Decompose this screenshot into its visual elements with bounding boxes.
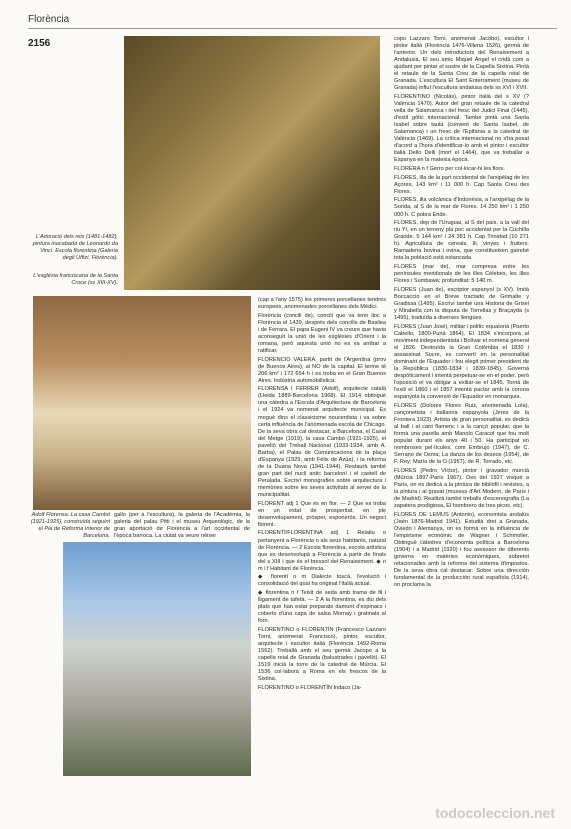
entry: copo Lazzaro Torni, anomenat Jacobo), escultor i pintor italià (Florència 1476-Villena 1526), germà de l'anterior. Un dels introductors del Renaixement a Andalusia. El seu amic Miquel Àngel el cridà com a ajudant per pintar el sostre de la Capella Sixtina. Pintà el retaule de la Santa Creu de la capella reial de Granada. L'escultura El Sant Enterrament (museu de Granada) influí l'escultura andalusa dels ss XVI i XVII. bbox=[394, 36, 529, 92]
caption-adoracio: L'Adoració dels reis (1481-1482), pintura inacabada de Leonardo da Vinci. Escola florentina (Galeria degli Uffizi, Florència). bbox=[32, 234, 118, 261]
caption-cambo: Adolf Florensa. La casa Cambó (1921-1925), construïda seguint el Pla de Reforma Interior de Barcelona. bbox=[30, 512, 110, 539]
entry: FLORENT adj 1 Que és en flor. — 2 Que es troba en un estat de prosperitat, en ple desenvolupament, pròsper, esponerós. Un negoci florent. bbox=[258, 500, 386, 528]
text-column-right bbox=[394, 36, 529, 591]
entry: FLORERA n f Gerro per col·locar-hi les flors. bbox=[394, 166, 505, 173]
entry: FLORES (mar de), mar compresa entre les penínsules meridionals de les illes Cèlebes, les illes Flores i Sumbawa; profunditat: 5 140 m. bbox=[394, 264, 529, 285]
entry: FLORENCIO VALERA, partit de l'Argentina (prov de Buenos Aires), al NO de la capital. El terme té 206 km² i 172 654 h i es troba en el Gran Buenos Aires. Indústria automobilística. bbox=[258, 356, 386, 384]
text-column-mid-lower: gallo (per a l'escultura), la galeria de l'Acadèmia, la galeria del palau Pitti i el museu Arqueològic, de la gran aportació de Florència a l'art occidental de l'època barroca. La ciutat va veure néixer bbox=[114, 512, 250, 540]
entry: FLORES (Pedro Víctor), pintor i gravador murcià (Múrcia 1897-París 1967). Des del 1927 visqué a París, on es dedicà a la pintura de bibliòfil i revistes, a la pintura i al gravat (museus d'Art Modern, de París i de Madrid). Realitzà també treballs d'escenografia (La zapatera prodigiosa, El hombrero de tres picos, etc). bbox=[394, 467, 529, 509]
entry: Florència (concili de), concili que va tenir lloc a Florència el 1439, després dels concilis de Basilea i de Ferrara. El papa Eugeni IV va creure que havia aconseguit la unió de les esglésies d'Orient i la romana, però aquesta unió no es va arribar a ratificar. bbox=[258, 312, 386, 354]
entry: FLORES (Juan José), militar i polític equatorià (Puerto Cabello, 1800-Puná 1864). El 1834 s'incorporà al moviment independentista i Bolívar el nomenà general el 1826. Destruïda la Gran Colòmbia el 1830 i assassinat Sucre, es convertí en la personalitat dominant de l'Equador i fou elegit primer president de la República (1830-1834 i 1839-1845). Governà despòticament i intentà perpetuar-se en el poder, però l'oposició el va obligar a exiliar-se el 1845. Tornà de l'exili el 1860 i el 1857 intentà pactar amb la corona espanyola la conversió de l'Equador en monarquia. bbox=[394, 323, 529, 401]
entry: FLORENTINO (Nicolás), pintor italià del s XV (? València 1470). Autor del gran retaule de la catedral vella de Salamanca i del fresc del Judici Final (1445), d'estil gòtic internacional. També pintà una Santa Isabel sobre taula (convent de Santa Isabel, de Salamanca) i un fresc de l'Epifania a la catedral de València (1469). La crítica internacional no s'ha posat d'acord a l'hora d'identificar-lo amb el pintor i escultor italià Dello Delli (mort el 1464), que va treballar a Espanya en la mateixa època. bbox=[394, 93, 529, 164]
entry: FLORES, dep de l'Uruguai, al S del país, a la vall del riu Yí, en un terreny pla poc accidentat per la Cuchilla Grande. 5 144 km² i 24 381 h. Cap Trinidad (10 271 h). Agricultura de cereals, lli, vinyes i fruiters. Ramaderia bovina i ovina, que constitueixen gairebé tota la població està estancada. bbox=[394, 220, 529, 262]
caption-esglesia: L'església franciscana de la Santa Croce (ss XIII-XV). bbox=[33, 273, 118, 286]
entry: FLORES (Dolores Flores Ruiz, anomenada Lola), cançonetista i ballarina espanyola (Jerez de la Frontera 1923). Artista de gran personalitat, es dedicà al ball i al cant flamenc i a la cançó popular, que la formà una parella amb Manolo Caracol que fou molt popular durant els anys 40 i 50. Ha participat en nombroses pel·lícules, com Embrujo (1947), de C. Serrano de Osma; La danza de los deseos (1954), de F. Rey; María de la O (1957), de R. Torrado, etc. bbox=[394, 402, 529, 466]
entry: ◆ florentina n f Teixit de seda amb trama de fil i lligament de tafetà. — 2 A la florentina, es diu dels plats que han estat preparats damunt d'espinacs i coberts d'una capa de salsa Mornay i gratinats al forn. bbox=[258, 590, 386, 625]
entry: FLORES, illa volcànica d'Indonèsia, a l'arxipèlag de la Sonda, al S de la mar de Flores. 14 250 km² i 1 250 000 h. C pobra Ende. bbox=[394, 197, 529, 218]
entry: FLORENTÍ/FLORENTINA adj 1 Relatiu o pertanyent a Florència o als seus habitants, natural de Florència. — 2 Escola florentina, escola artística que es desenvolupà a Florència a partir de finals del s XIII i que és el bressol del Renaixement. ◆ n m i f Habitant de Florència. bbox=[258, 530, 386, 572]
entry: FLORES DE LEMUS (Antonio), economista andalús (Jaén 1876-Madrid 1941). Estudià dret a Granada, Oviedo i Alemanya, on es formà en la influència de l'empirisme econòmic de Wagner i Schmoller. Obtingué càtedres d'economia política a Barcelona (1904) i a Madrid (1920) i fou assessor de diferents governs en matèries econòmiques, sobretot relacionades amb la reforma del sistema d'impostos. De la seva obra cal destacar: Sobre una dirección fundamental de la producción rural española (1914), on proclama la bbox=[394, 511, 529, 589]
header-rule bbox=[28, 28, 557, 29]
text-column-middle bbox=[258, 297, 386, 693]
entry: FLORENTINO o FLORENTÍN Indaco (Ja- bbox=[258, 684, 362, 691]
adoration-painting-photo bbox=[124, 36, 380, 290]
watermark: todocoleccion.net bbox=[435, 805, 555, 821]
running-header: Florència bbox=[28, 14, 70, 25]
church-interior-photo bbox=[33, 296, 251, 510]
entry: ◆ florentí n m Dialecte toscà, l'evolució i consolidació del qual ha originat l'italià actual. bbox=[258, 574, 386, 588]
entry: FLORES (Juan de), escriptor espanyol (s XV). Imità Boccaccio en el Breve tractado de Grimalte y Gradissa (1495). Escriví també una Historia de Grisel y Mirabella con la disputa de Torrellas y Braçayda (s 1495), traduïda a diverses llengües. bbox=[394, 286, 529, 321]
entry: FLORENSA I FERRER (Adolf), arquitecte català (Lleida 1889-Barcelona 1968). El 1914 obtingué una càtedra a l'Escola d'Arquitectura de Barcelona i el 1924 va nomenat arquitecte municipal. Es mogué dins el classicisme noucentista i va sobre certa influència de l'anomenada escola de Chicago. De la seva obra cal destacar, a Barcelona, el Casal del Metge (1919), la casa Cambó (1921-1925), el pavelló del Treball Nacional (1933-1934, amb A. Barba), el Palau de Comunicacions de la plaça d'Espanya (1929, amb Fèlix de Azúa), i la reforma de la Duana Nova (1941-1944). Restaurà també gran part del nucli antic barceloní i el castell de Peralada. Escriví monografies sobre arquitectura i memòries sobre les seves activitats al servei de la municipalitat. bbox=[258, 386, 386, 499]
entry: (cap a l'any 1575) les primeres porcellanes tendres europees, anomenades porcellanes dels Mèdici. bbox=[258, 297, 386, 311]
page-number: 2156 bbox=[28, 38, 51, 49]
entry: FLORES, illa de la part occidental de l'arxipèlag de les Açores, 143 km² i 11 000 h. Cap Santa Creu des Flores. bbox=[394, 174, 529, 195]
building-photo bbox=[63, 542, 251, 776]
entry: FLORENTINO o FLORENTÍN (Francesco Lazzaro Torni, anomenat Francisco), pintor, escultor, arquitecte i escultor italià (Florència 1492-Roma 1562). Treballà amb el seu germà Jacopo a la capella reial de Granada (balustrades i pavelló). El 1519 inicià la torre de la catedral de Múrcia. El 1536 col·laborà a Roma en els frescos de la Sixtina. bbox=[258, 626, 386, 683]
